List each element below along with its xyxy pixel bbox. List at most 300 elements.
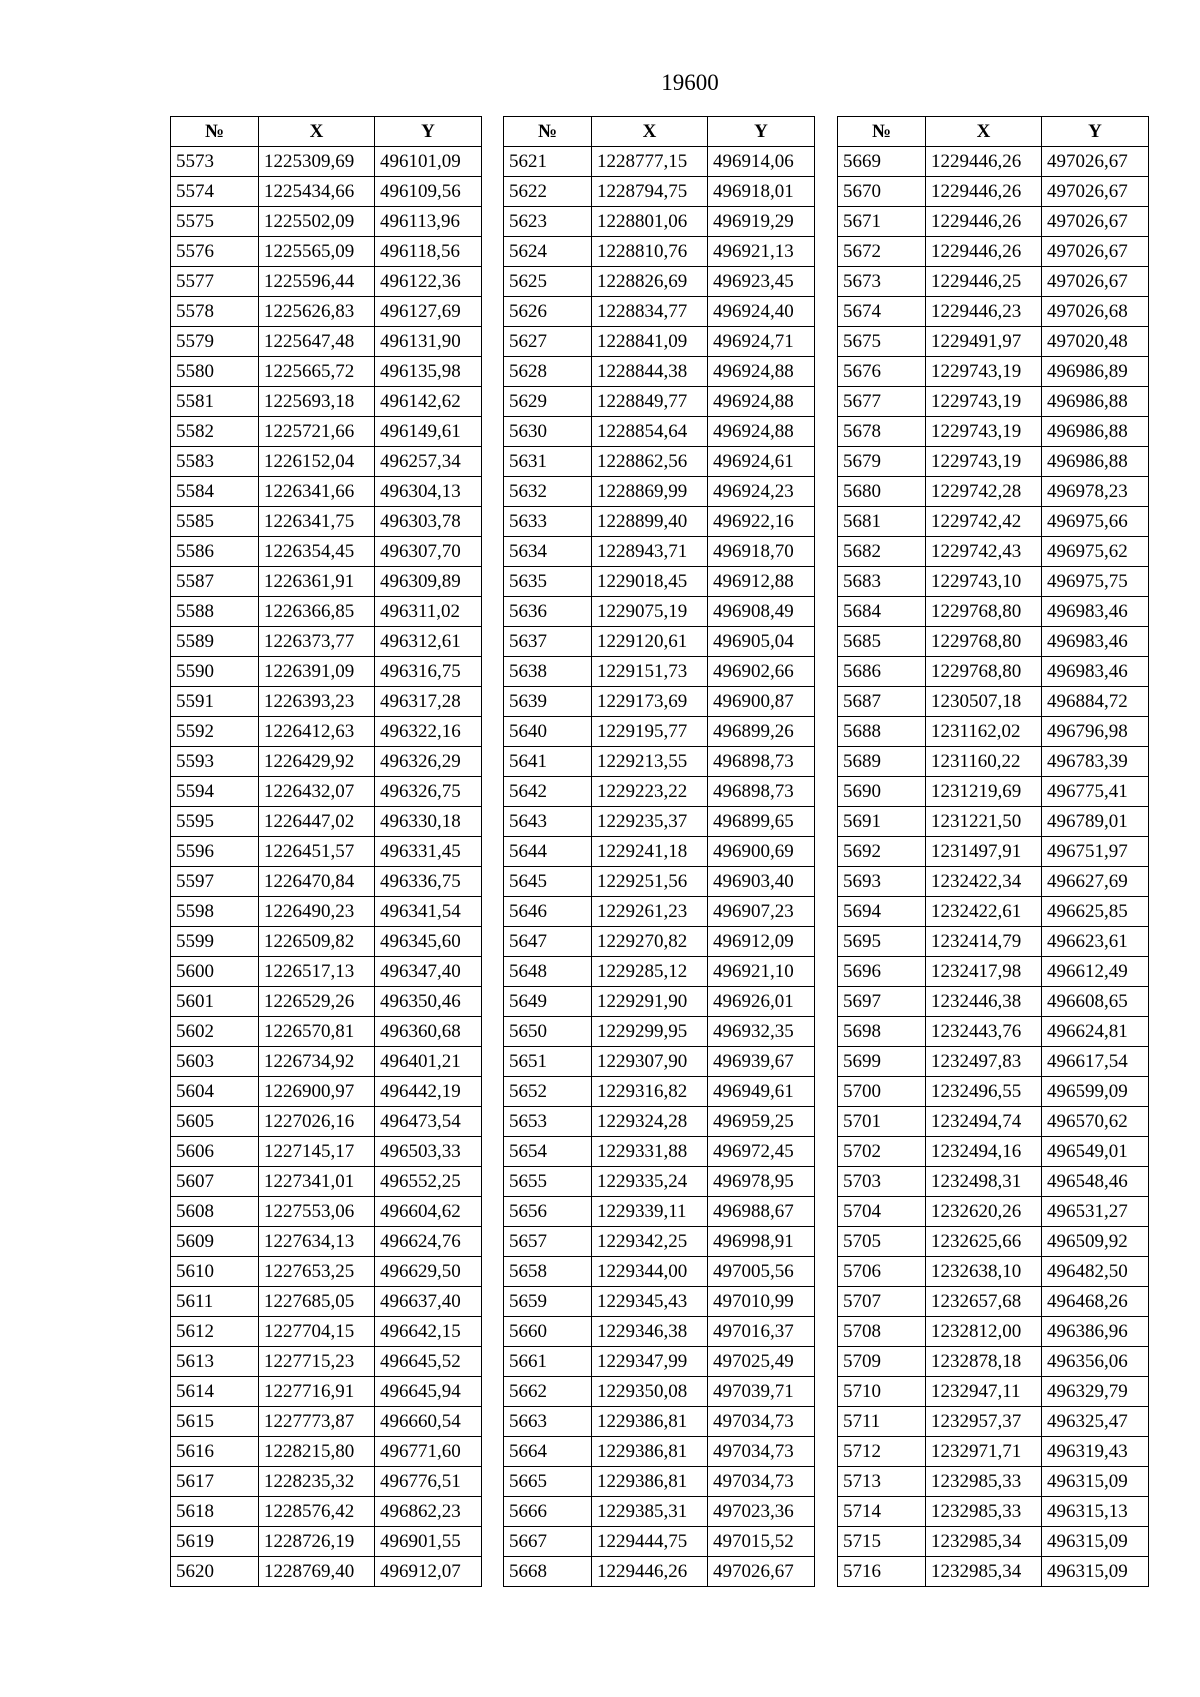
x-coordinate-cell: 1232971,71	[926, 1437, 1042, 1467]
point-number-cell: 5659	[504, 1287, 592, 1317]
y-coordinate-cell: 496325,47	[1042, 1407, 1149, 1437]
x-coordinate-cell: 1228841,09	[592, 327, 708, 357]
table-row	[838, 1107, 1149, 1137]
point-number-cell: 5599	[171, 927, 259, 957]
x-coordinate-cell: 1228576,42	[259, 1497, 375, 1527]
table-row	[504, 147, 815, 177]
x-coordinate-cell: 1228826,69	[592, 267, 708, 297]
x-coordinate-cell: 1232947,11	[926, 1377, 1042, 1407]
table-row	[171, 747, 482, 777]
y-coordinate-cell: 497026,68	[1042, 297, 1149, 327]
y-coordinate-cell: 496862,23	[375, 1497, 482, 1527]
y-coordinate-cell: 496983,46	[1042, 597, 1149, 627]
table-row	[504, 747, 815, 777]
table-row	[171, 1317, 482, 1347]
y-coordinate-cell: 497026,67	[1042, 177, 1149, 207]
point-number-cell: 5617	[171, 1467, 259, 1497]
x-coordinate-cell: 1228769,40	[259, 1557, 375, 1587]
table-row	[171, 957, 482, 987]
x-coordinate-cell: 1226517,13	[259, 957, 375, 987]
x-coordinate-cell: 1232878,18	[926, 1347, 1042, 1377]
point-number-cell: 5663	[504, 1407, 592, 1437]
x-coordinate-cell: 1229347,99	[592, 1347, 708, 1377]
x-coordinate-cell: 1229285,12	[592, 957, 708, 987]
y-coordinate-cell: 496311,02	[375, 597, 482, 627]
table-row	[838, 1077, 1149, 1107]
x-coordinate-cell: 1229261,23	[592, 897, 708, 927]
x-coordinate-cell: 1229743,19	[926, 357, 1042, 387]
table-row	[838, 1017, 1149, 1047]
y-coordinate-cell: 496902,66	[708, 657, 815, 687]
y-coordinate-cell: 496912,07	[375, 1557, 482, 1587]
y-coordinate-cell: 496326,75	[375, 777, 482, 807]
y-coordinate-cell: 496926,01	[708, 987, 815, 1017]
y-coordinate-cell: 496751,97	[1042, 837, 1149, 867]
y-coordinate-cell: 497025,49	[708, 1347, 815, 1377]
table-row	[171, 417, 482, 447]
table-row	[504, 1377, 815, 1407]
y-coordinate-cell: 497026,67	[708, 1557, 815, 1587]
y-coordinate-cell: 496552,25	[375, 1167, 482, 1197]
point-number-cell: 5592	[171, 717, 259, 747]
coordinate-table-3	[837, 116, 1149, 1587]
x-coordinate-cell: 1229251,56	[592, 867, 708, 897]
x-coordinate-cell: 1228869,99	[592, 477, 708, 507]
point-number-cell: 5589	[171, 627, 259, 657]
table-row	[171, 1107, 482, 1137]
point-number-cell: 5700	[838, 1077, 926, 1107]
point-number-cell: 5625	[504, 267, 592, 297]
table-row	[838, 297, 1149, 327]
y-coordinate-cell: 496326,29	[375, 747, 482, 777]
point-number-cell: 5580	[171, 357, 259, 387]
point-number-cell: 5630	[504, 417, 592, 447]
table-row	[504, 567, 815, 597]
point-number-cell: 5648	[504, 957, 592, 987]
point-number-cell: 5675	[838, 327, 926, 357]
table-row	[838, 1197, 1149, 1227]
table-row	[504, 1077, 815, 1107]
x-coordinate-cell: 1229446,25	[926, 267, 1042, 297]
x-coordinate-cell: 1226470,84	[259, 867, 375, 897]
y-coordinate-cell: 497034,73	[708, 1437, 815, 1467]
table-row	[504, 1257, 815, 1287]
table-row	[171, 267, 482, 297]
y-coordinate-cell: 496599,09	[1042, 1077, 1149, 1107]
point-number-cell: 5652	[504, 1077, 592, 1107]
x-coordinate-cell: 1232496,55	[926, 1077, 1042, 1107]
y-coordinate-cell: 496900,87	[708, 687, 815, 717]
table-row	[838, 747, 1149, 777]
table-row	[838, 267, 1149, 297]
x-coordinate-cell: 1232985,34	[926, 1527, 1042, 1557]
point-number-cell: 5712	[838, 1437, 926, 1467]
point-number-cell: 5590	[171, 657, 259, 687]
y-coordinate-cell: 496509,92	[1042, 1227, 1149, 1257]
x-coordinate-cell: 1226393,23	[259, 687, 375, 717]
x-coordinate-cell: 1226391,09	[259, 657, 375, 687]
table-row	[838, 207, 1149, 237]
table-header-row	[838, 117, 1149, 147]
x-coordinate-cell: 1229213,55	[592, 747, 708, 777]
point-number-cell: 5681	[838, 507, 926, 537]
y-coordinate-cell: 496776,51	[375, 1467, 482, 1497]
y-coordinate-cell: 496319,43	[1042, 1437, 1149, 1467]
point-number-cell: 5670	[838, 177, 926, 207]
y-coordinate-cell: 496918,01	[708, 177, 815, 207]
point-number-cell: 5691	[838, 807, 926, 837]
table-row	[171, 207, 482, 237]
table-row	[838, 1287, 1149, 1317]
table-row	[838, 237, 1149, 267]
header-x: X	[926, 117, 1042, 147]
point-number-cell: 5713	[838, 1467, 926, 1497]
x-coordinate-cell: 1229346,38	[592, 1317, 708, 1347]
y-coordinate-cell: 496315,09	[1042, 1467, 1149, 1497]
y-coordinate-cell: 496341,54	[375, 897, 482, 927]
y-coordinate-cell: 497010,99	[708, 1287, 815, 1317]
table-row	[171, 717, 482, 747]
x-coordinate-cell: 1232657,68	[926, 1287, 1042, 1317]
point-number-cell: 5626	[504, 297, 592, 327]
table-header-row	[504, 117, 815, 147]
point-number-cell: 5612	[171, 1317, 259, 1347]
x-coordinate-cell: 1227715,23	[259, 1347, 375, 1377]
x-coordinate-cell: 1229446,26	[592, 1557, 708, 1587]
table-row	[838, 1347, 1149, 1377]
point-number-cell: 5608	[171, 1197, 259, 1227]
x-coordinate-cell: 1225647,48	[259, 327, 375, 357]
table-row	[171, 1167, 482, 1197]
table-row	[171, 177, 482, 207]
y-coordinate-cell: 496442,19	[375, 1077, 482, 1107]
table-row	[838, 837, 1149, 867]
table-row	[504, 537, 815, 567]
table-row	[838, 387, 1149, 417]
x-coordinate-cell: 1231497,91	[926, 837, 1042, 867]
y-coordinate-cell: 496919,29	[708, 207, 815, 237]
table-row	[504, 777, 815, 807]
point-number-cell: 5715	[838, 1527, 926, 1557]
point-number-cell: 5578	[171, 297, 259, 327]
table-row	[504, 597, 815, 627]
y-coordinate-cell: 496923,45	[708, 267, 815, 297]
y-coordinate-cell: 496315,13	[1042, 1497, 1149, 1527]
x-coordinate-cell: 1225596,44	[259, 267, 375, 297]
table-row	[171, 657, 482, 687]
point-number-cell: 5699	[838, 1047, 926, 1077]
table-row	[838, 717, 1149, 747]
x-coordinate-cell: 1229151,73	[592, 657, 708, 687]
y-coordinate-cell: 496345,60	[375, 927, 482, 957]
point-number-cell: 5649	[504, 987, 592, 1017]
point-number-cell: 5596	[171, 837, 259, 867]
table-row	[171, 357, 482, 387]
table-row	[171, 627, 482, 657]
point-number-cell: 5586	[171, 537, 259, 567]
point-number-cell: 5647	[504, 927, 592, 957]
y-coordinate-cell: 496901,55	[375, 1527, 482, 1557]
table-row	[171, 1227, 482, 1257]
x-coordinate-cell: 1232422,61	[926, 897, 1042, 927]
y-coordinate-cell: 496503,33	[375, 1137, 482, 1167]
x-coordinate-cell: 1232494,74	[926, 1107, 1042, 1137]
x-coordinate-cell: 1229491,97	[926, 327, 1042, 357]
x-coordinate-cell: 1226152,04	[259, 447, 375, 477]
y-coordinate-cell: 496316,75	[375, 657, 482, 687]
x-coordinate-cell: 1226570,81	[259, 1017, 375, 1047]
x-coordinate-cell: 1232985,33	[926, 1497, 1042, 1527]
x-coordinate-cell: 1229270,82	[592, 927, 708, 957]
header-x: X	[592, 117, 708, 147]
y-coordinate-cell: 496612,49	[1042, 957, 1149, 987]
table-row	[838, 507, 1149, 537]
table-row	[171, 1047, 482, 1077]
x-coordinate-cell: 1229446,26	[926, 147, 1042, 177]
x-coordinate-cell: 1232985,33	[926, 1467, 1042, 1497]
point-number-cell: 5622	[504, 177, 592, 207]
y-coordinate-cell: 496309,89	[375, 567, 482, 597]
table-row	[838, 1437, 1149, 1467]
y-coordinate-cell: 496330,18	[375, 807, 482, 837]
table-row	[171, 927, 482, 957]
x-coordinate-cell: 1232422,34	[926, 867, 1042, 897]
x-coordinate-cell: 1228899,40	[592, 507, 708, 537]
point-number-cell: 5607	[171, 1167, 259, 1197]
y-coordinate-cell: 496921,13	[708, 237, 815, 267]
x-coordinate-cell: 1229446,26	[926, 207, 1042, 237]
y-coordinate-cell: 496549,01	[1042, 1137, 1149, 1167]
y-coordinate-cell: 496905,04	[708, 627, 815, 657]
table-row	[838, 1377, 1149, 1407]
point-number-cell: 5631	[504, 447, 592, 477]
x-coordinate-cell: 1226509,82	[259, 927, 375, 957]
table-row	[504, 717, 815, 747]
point-number-cell: 5707	[838, 1287, 926, 1317]
header-y: Y	[1042, 117, 1149, 147]
header-y: Y	[708, 117, 815, 147]
point-number-cell: 5584	[171, 477, 259, 507]
point-number-cell: 5698	[838, 1017, 926, 1047]
table-row	[504, 807, 815, 837]
point-number-cell: 5666	[504, 1497, 592, 1527]
table-row	[171, 1557, 482, 1587]
point-number-cell: 5679	[838, 447, 926, 477]
x-coordinate-cell: 1229299,95	[592, 1017, 708, 1047]
point-number-cell: 5696	[838, 957, 926, 987]
table-row	[171, 297, 482, 327]
point-number-cell: 5573	[171, 147, 259, 177]
x-coordinate-cell: 1228834,77	[592, 297, 708, 327]
x-coordinate-cell: 1226373,77	[259, 627, 375, 657]
y-coordinate-cell: 496924,23	[708, 477, 815, 507]
x-coordinate-cell: 1229075,19	[592, 597, 708, 627]
point-number-cell: 5674	[838, 297, 926, 327]
point-number-cell: 5694	[838, 897, 926, 927]
point-number-cell: 5667	[504, 1527, 592, 1557]
y-coordinate-cell: 496914,06	[708, 147, 815, 177]
point-number-cell: 5582	[171, 417, 259, 447]
x-coordinate-cell: 1229385,31	[592, 1497, 708, 1527]
table-row	[504, 327, 815, 357]
table-row	[171, 387, 482, 417]
x-coordinate-cell: 1225309,69	[259, 147, 375, 177]
point-number-cell: 5709	[838, 1347, 926, 1377]
header-number: №	[171, 117, 259, 147]
table-row	[171, 147, 482, 177]
point-number-cell: 5628	[504, 357, 592, 387]
table-row	[171, 1407, 482, 1437]
table-row	[171, 237, 482, 267]
point-number-cell: 5597	[171, 867, 259, 897]
y-coordinate-cell: 496988,67	[708, 1197, 815, 1227]
x-coordinate-cell: 1227145,17	[259, 1137, 375, 1167]
table-row	[838, 417, 1149, 447]
x-coordinate-cell: 1229195,77	[592, 717, 708, 747]
y-coordinate-cell: 496101,09	[375, 147, 482, 177]
x-coordinate-cell: 1229742,42	[926, 507, 1042, 537]
point-number-cell: 5654	[504, 1137, 592, 1167]
y-coordinate-cell: 496257,34	[375, 447, 482, 477]
table-row	[171, 477, 482, 507]
x-coordinate-cell: 1229291,90	[592, 987, 708, 1017]
x-coordinate-cell: 1229743,19	[926, 417, 1042, 447]
table-row	[171, 567, 482, 597]
y-coordinate-cell: 496775,41	[1042, 777, 1149, 807]
y-coordinate-cell: 497016,37	[708, 1317, 815, 1347]
coordinate-table-1	[170, 116, 482, 1587]
y-coordinate-cell: 496625,85	[1042, 897, 1149, 927]
point-number-cell: 5716	[838, 1557, 926, 1587]
table-row	[171, 327, 482, 357]
point-number-cell: 5669	[838, 147, 926, 177]
x-coordinate-cell: 1228844,38	[592, 357, 708, 387]
table-row	[171, 1257, 482, 1287]
table-row	[504, 1527, 815, 1557]
point-number-cell: 5610	[171, 1257, 259, 1287]
y-coordinate-cell: 496921,10	[708, 957, 815, 987]
point-number-cell: 5643	[504, 807, 592, 837]
y-coordinate-cell: 496908,49	[708, 597, 815, 627]
point-number-cell: 5633	[504, 507, 592, 537]
y-coordinate-cell: 496624,81	[1042, 1017, 1149, 1047]
y-coordinate-cell: 496912,88	[708, 567, 815, 597]
x-coordinate-cell: 1225693,18	[259, 387, 375, 417]
table-row	[838, 1137, 1149, 1167]
header-number: №	[504, 117, 592, 147]
x-coordinate-cell: 1225665,72	[259, 357, 375, 387]
point-number-cell: 5603	[171, 1047, 259, 1077]
table-row	[838, 447, 1149, 477]
x-coordinate-cell: 1229446,23	[926, 297, 1042, 327]
y-coordinate-cell: 496924,88	[708, 357, 815, 387]
y-coordinate-cell: 496924,88	[708, 387, 815, 417]
y-coordinate-cell: 496608,65	[1042, 987, 1149, 1017]
x-coordinate-cell: 1229331,88	[592, 1137, 708, 1167]
x-coordinate-cell: 1229350,08	[592, 1377, 708, 1407]
y-coordinate-cell: 496912,09	[708, 927, 815, 957]
coordinate-table-2	[503, 116, 815, 1587]
x-coordinate-cell: 1228215,80	[259, 1437, 375, 1467]
y-coordinate-cell: 496986,88	[1042, 387, 1149, 417]
point-number-cell: 5593	[171, 747, 259, 777]
y-coordinate-cell: 497005,56	[708, 1257, 815, 1287]
table-row	[504, 507, 815, 537]
y-coordinate-cell: 496642,15	[375, 1317, 482, 1347]
point-number-cell: 5645	[504, 867, 592, 897]
table-row	[171, 837, 482, 867]
table-row	[504, 657, 815, 687]
point-number-cell: 5619	[171, 1527, 259, 1557]
y-coordinate-cell: 496360,68	[375, 1017, 482, 1047]
point-number-cell: 5714	[838, 1497, 926, 1527]
x-coordinate-cell: 1226361,91	[259, 567, 375, 597]
x-coordinate-cell: 1227685,05	[259, 1287, 375, 1317]
x-coordinate-cell: 1229173,69	[592, 687, 708, 717]
y-coordinate-cell: 497034,73	[708, 1407, 815, 1437]
table-row	[171, 1527, 482, 1557]
table-row	[171, 1287, 482, 1317]
point-number-cell: 5581	[171, 387, 259, 417]
table-row	[838, 867, 1149, 897]
table-row	[171, 1437, 482, 1467]
y-coordinate-cell: 496899,26	[708, 717, 815, 747]
y-coordinate-cell: 496924,71	[708, 327, 815, 357]
x-coordinate-cell: 1229316,82	[592, 1077, 708, 1107]
x-coordinate-cell: 1228794,75	[592, 177, 708, 207]
x-coordinate-cell: 1229120,61	[592, 627, 708, 657]
point-number-cell: 5697	[838, 987, 926, 1017]
point-number-cell: 5618	[171, 1497, 259, 1527]
point-number-cell: 5620	[171, 1557, 259, 1587]
point-number-cell: 5639	[504, 687, 592, 717]
table-row	[504, 447, 815, 477]
y-coordinate-cell: 496660,54	[375, 1407, 482, 1437]
point-number-cell: 5701	[838, 1107, 926, 1137]
table-row	[171, 1017, 482, 1047]
y-coordinate-cell: 496924,88	[708, 417, 815, 447]
point-number-cell: 5711	[838, 1407, 926, 1437]
y-coordinate-cell: 496604,62	[375, 1197, 482, 1227]
table-row	[171, 447, 482, 477]
table-row	[838, 627, 1149, 657]
point-number-cell: 5616	[171, 1437, 259, 1467]
point-number-cell: 5668	[504, 1557, 592, 1587]
x-coordinate-cell: 1226529,26	[259, 987, 375, 1017]
y-coordinate-cell: 496548,46	[1042, 1167, 1149, 1197]
x-coordinate-cell: 1225565,09	[259, 237, 375, 267]
table-row	[504, 1107, 815, 1137]
x-coordinate-cell: 1232443,76	[926, 1017, 1042, 1047]
table-row	[838, 477, 1149, 507]
x-coordinate-cell: 1226429,92	[259, 747, 375, 777]
point-number-cell: 5651	[504, 1047, 592, 1077]
point-number-cell: 5650	[504, 1017, 592, 1047]
table-row	[838, 1047, 1149, 1077]
point-number-cell: 5703	[838, 1167, 926, 1197]
y-coordinate-cell: 496898,73	[708, 747, 815, 777]
point-number-cell: 5576	[171, 237, 259, 267]
x-coordinate-cell: 1229768,80	[926, 597, 1042, 627]
y-coordinate-cell: 496122,36	[375, 267, 482, 297]
x-coordinate-cell: 1228726,19	[259, 1527, 375, 1557]
table-row	[838, 807, 1149, 837]
y-coordinate-cell: 496949,61	[708, 1077, 815, 1107]
y-coordinate-cell: 496627,69	[1042, 867, 1149, 897]
table-row	[171, 597, 482, 627]
table-row	[504, 297, 815, 327]
table-row	[504, 477, 815, 507]
